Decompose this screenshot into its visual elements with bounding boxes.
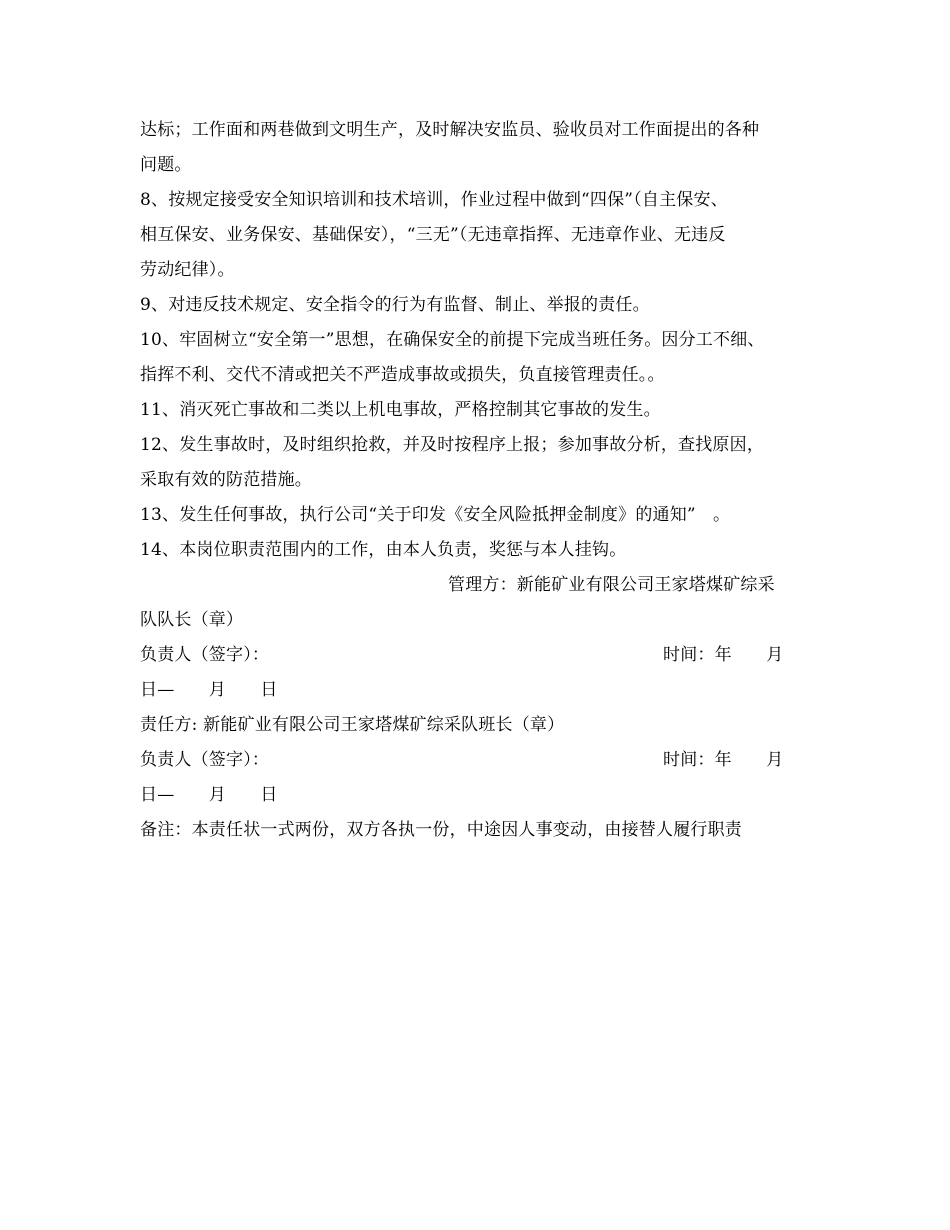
item-14-line: 14、本岗位职责范围内的工作，由本人负责，奖惩与本人挂钩。 [140, 540, 627, 560]
paragraph-line: 达标；工作面和两巷做到文明生产，及时解决安监员、验收员对工作面提出的各种 [140, 120, 760, 140]
date-label-1: 日— 月 日 [140, 680, 278, 700]
date-label-2: 日— 月 日 [140, 785, 278, 805]
management-party: 管理方：新能矿业有限公司王家塔煤矿综采 [448, 575, 775, 595]
signer-label-1: 负责人（签字）： [140, 645, 270, 665]
item-13-line: 13、发生任何事故，执行公司“关于印发《安全风险抵押金制度》的通知” 。 [140, 505, 731, 525]
item-11-line: 11、消灭死亡事故和二类以上机电事故，严格控制其它事故的发生。 [140, 400, 661, 420]
note-text: 备注：本责任状一式两份，双方各执一份，中途因人事变动，由接替人履行职责 [140, 820, 742, 840]
time-label-1: 时间：年 月 [663, 645, 784, 665]
signer-label-2: 负责人（签字）： [140, 750, 270, 770]
time-label-2: 时间：年 月 [663, 750, 784, 770]
management-party-cont: 队队长（章） [140, 610, 244, 630]
item-9-line: 9、对违反技术规定、安全指令的行为有监督、制止、举报的责任。 [140, 295, 650, 315]
paragraph-line: 采取有效的防范措施。 [140, 470, 312, 490]
paragraph-line: 劳动纪律）。 [140, 260, 235, 280]
item-8-line: 8、按规定接受安全知识培训和技术培训，作业过程中做到“四保”（自主保安、 [140, 190, 728, 210]
paragraph-line: 相互保安、业务保安、基础保安），“三无”（无违章指挥、无违章作业、无违反 [140, 225, 726, 245]
paragraph-line: 指挥不利、交代不清或把关不严造成事故或损失，负直接管理责任。。 [140, 365, 665, 385]
responsible-party: 责任方: 新能矿业有限公司王家塔煤矿综采队班长（章） [140, 715, 565, 735]
item-10-line: 10、牢固树立“安全第一”思想，在确保安全的前提下完成当班任务。因分工不细、 [140, 330, 765, 350]
paragraph-line: 问题。 [140, 155, 192, 175]
item-12-line: 12、发生事故时，及时组织抢救，并及时按程序上报；参加事故分析，查找原因， [140, 435, 765, 455]
